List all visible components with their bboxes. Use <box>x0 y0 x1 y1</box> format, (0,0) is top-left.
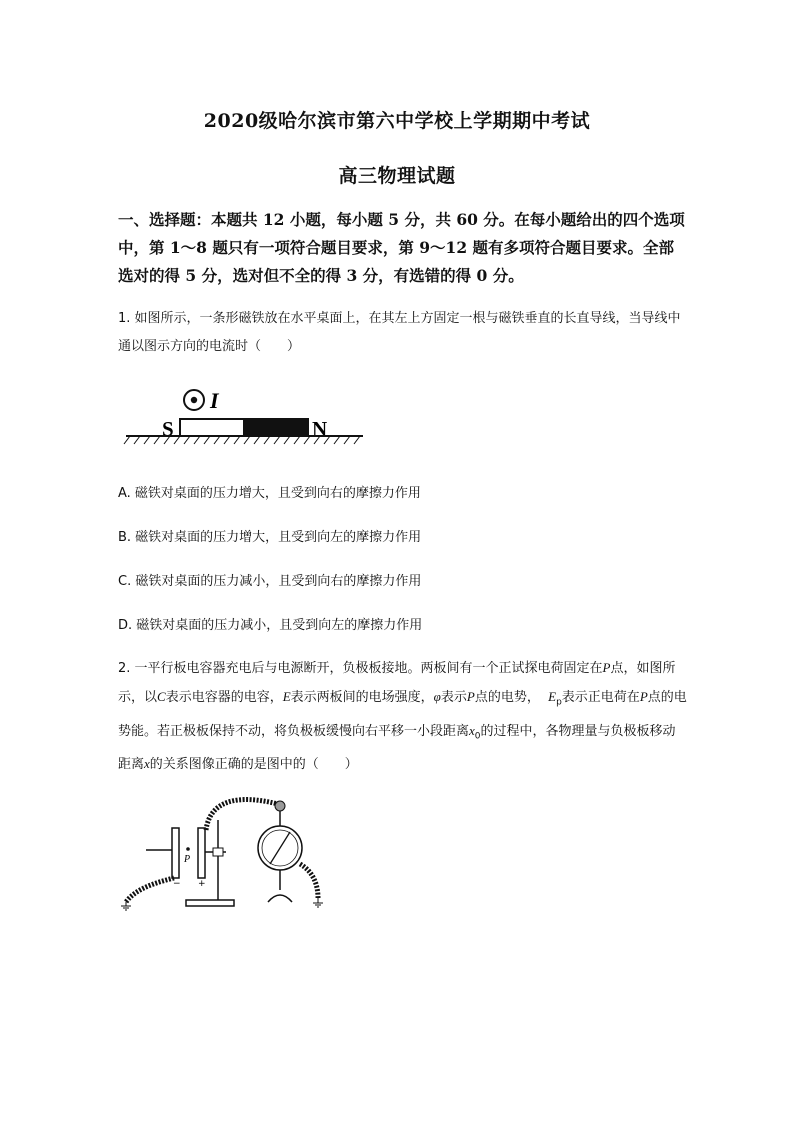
positive-plate <box>198 828 205 878</box>
question-1-stem: 1. 如图所示，一条形磁铁放在水平桌面上，在其左上方固定一根与磁铁垂直的长直导线，当导线中通以图示方向的电流时（ ） <box>118 311 681 354</box>
ground-wire-right <box>300 864 318 898</box>
ground-icon-left <box>121 902 131 910</box>
q1-option-b: B. 磁铁对桌面的压力增大，且受到向左的摩擦力作用 <box>118 530 422 545</box>
pole-s-label: S <box>162 417 174 441</box>
minus-sign: − <box>173 879 181 889</box>
point-p-label: P <box>184 854 191 865</box>
magnet-figure <box>122 384 372 454</box>
q1-option-c: C. 磁铁对桌面的压力减小，且受到向右的摩擦力作用 <box>118 574 422 589</box>
stand-clamp <box>213 848 223 856</box>
electroscope-feet <box>268 895 292 902</box>
exam-title: 2020级哈尔滨市第六中学校上学期期中考试 <box>203 110 591 132</box>
capacitor-figure <box>118 790 333 915</box>
section-heading: 一、选择题：本题共 12 小题，每小题 5 分，共 60 分。在每小题给出的四个选项中，第 1～8 题只有一项符合题目要求，第 9～12 题有多项符合题目要求。全部选对的得 5 分，选对但不全的得 3 分，有选错的得 0 分。 <box>118 210 685 285</box>
question-2-stem: 2. 一平行板电容器充电后与电源断开，负极板接地。两板间有一个正试探电荷固定在P点，如图所示，以C表示电容器的电容，E表示两板间的电场强度，φ表示P点的电势， $E_p$表示正电荷在P点的电势能。若正极板保持不动，将负极板缓慢向右平移一小段距离$x_0$的过程中，各物理量与负极板移动距离x的关系图像正确的是图中的（ ） <box>118 660 687 773</box>
exam-subtitle: 高三物理试题 <box>338 165 456 187</box>
electroscope-ball <box>275 801 285 811</box>
connecting-wire <box>206 800 278 830</box>
plus-sign: + <box>198 879 206 889</box>
magnet-s-half <box>180 419 244 436</box>
wire-current-icon <box>184 390 204 410</box>
ground-icon-right <box>313 898 323 907</box>
negative-plate <box>172 828 179 878</box>
point-p-dot <box>186 847 190 851</box>
q1-option-d: D. 磁铁对桌面的压力减小，且受到向左的摩擦力作用 <box>118 618 423 633</box>
pole-n-label: N <box>312 417 328 441</box>
ground-wire-left <box>126 878 174 902</box>
current-label: I <box>210 388 219 413</box>
stand-base <box>186 900 234 906</box>
q1-option-a: A. 磁铁对桌面的压力增大，且受到向右的摩擦力作用 <box>118 486 421 501</box>
magnet-n-half <box>244 419 308 436</box>
